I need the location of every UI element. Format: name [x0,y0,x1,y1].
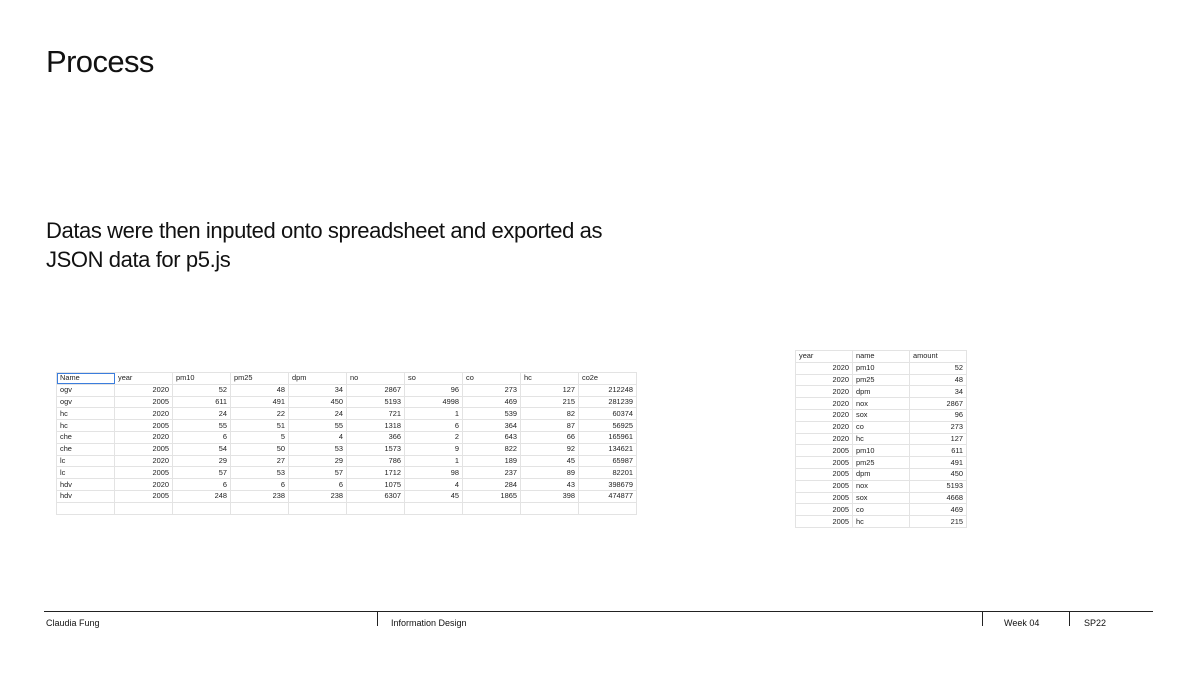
table-cell[interactable]: sox [853,409,910,421]
footer-week: Week 04 [1004,618,1040,628]
empty-cell[interactable] [463,502,521,514]
table-cell[interactable]: 45 [405,490,463,502]
table-row [796,480,967,492]
table-cell[interactable]: 43 [521,479,579,491]
table-cell[interactable]: 248 [173,490,231,502]
column-header[interactable]: pm10 [173,373,231,385]
empty-cell[interactable] [57,502,115,514]
table-cell[interactable]: hdv [57,479,115,491]
table-cell[interactable]: nox [853,480,910,492]
table-cell[interactable]: 29 [173,455,231,467]
table-cell[interactable]: 27 [231,455,289,467]
table-row [57,490,637,502]
table-cell[interactable]: che [57,443,115,455]
table-cell[interactable]: 238 [231,490,289,502]
column-header[interactable]: Name [57,373,115,385]
table-cell[interactable]: 165961 [579,431,637,443]
table-cell[interactable]: 60374 [579,408,637,420]
table-cell[interactable]: 57 [289,467,347,479]
table-cell[interactable]: 87 [521,420,579,432]
empty-cell[interactable] [115,502,173,514]
table-cell[interactable]: 96 [405,384,463,396]
table-cell[interactable]: 127 [910,433,967,445]
column-header[interactable]: name [853,351,910,363]
empty-cell[interactable] [521,502,579,514]
table-cell[interactable]: 2005 [796,492,853,504]
table-cell[interactable]: 134621 [579,443,637,455]
table-cell[interactable]: dpm [853,386,910,398]
table-cell[interactable]: 450 [289,396,347,408]
table-cell[interactable]: 22 [231,408,289,420]
table-row [796,386,967,398]
column-header[interactable]: year [796,351,853,363]
table-cell[interactable]: 82 [521,408,579,420]
table-cell[interactable]: 1 [405,455,463,467]
table-cell[interactable]: 9 [405,443,463,455]
table-cell[interactable]: 45 [521,455,579,467]
table-cell[interactable]: 491 [231,396,289,408]
table-cell[interactable]: 469 [910,504,967,516]
table-cell[interactable]: 237 [463,467,521,479]
table-cell[interactable]: 98 [405,467,463,479]
table-cell[interactable]: 2005 [115,443,173,455]
table-cell[interactable]: 2005 [796,516,853,528]
table-row [796,421,967,433]
table-cell[interactable]: 2005 [115,420,173,432]
table-row [57,420,637,432]
table-cell[interactable]: dpm [853,468,910,480]
table-cell[interactable]: 2020 [115,384,173,396]
table-cell[interactable]: 1075 [347,479,405,491]
table-cell[interactable]: 2020 [796,374,853,386]
table-cell[interactable]: 54 [173,443,231,455]
column-header[interactable]: year [115,373,173,385]
table-cell[interactable]: 2005 [796,445,853,457]
table-cell[interactable]: 215 [521,396,579,408]
empty-cell[interactable] [579,502,637,514]
table-cell[interactable]: hdv [57,490,115,502]
column-header[interactable]: so [405,373,463,385]
table-cell[interactable]: 52 [173,384,231,396]
table-row [796,362,967,374]
table-cell[interactable]: 273 [463,384,521,396]
table-cell[interactable]: pm25 [853,374,910,386]
column-header[interactable]: dpm [289,373,347,385]
page-title: Process [46,44,154,79]
table-cell[interactable]: pm10 [853,362,910,374]
table-cell[interactable]: 4 [289,431,347,443]
table-cell[interactable]: 1318 [347,420,405,432]
table-cell[interactable]: 24 [289,408,347,420]
footer-separator [982,611,983,626]
table-cell[interactable]: 2020 [796,362,853,374]
table-cell[interactable]: 238 [289,490,347,502]
table-cell[interactable]: 4998 [405,396,463,408]
table-cell[interactable]: 450 [910,468,967,480]
table-cell[interactable]: 281239 [579,396,637,408]
empty-cell[interactable] [173,502,231,514]
table-cell[interactable]: 215 [910,516,967,528]
table-row [57,479,637,491]
table-cell[interactable]: 29 [289,455,347,467]
table-cell[interactable]: 24 [173,408,231,420]
table-cell[interactable]: 89 [521,467,579,479]
table-cell[interactable]: 92 [521,443,579,455]
table-row [57,396,637,408]
table-cell[interactable]: 55 [173,420,231,432]
table-cell[interactable]: 2020 [796,433,853,445]
table-cell[interactable]: 786 [347,455,405,467]
column-header[interactable]: pm25 [231,373,289,385]
table-cell[interactable]: 127 [521,384,579,396]
table-cell[interactable]: 611 [910,445,967,457]
table-cell[interactable]: ogv [57,384,115,396]
table-cell[interactable]: hc [57,420,115,432]
spreadsheet-wide [56,372,637,515]
table-cell[interactable]: 96 [910,409,967,421]
table-cell[interactable]: 2005 [115,490,173,502]
table-cell[interactable]: 2020 [796,421,853,433]
table-cell[interactable]: 2005 [796,504,853,516]
table-cell[interactable]: lc [57,467,115,479]
table-row [57,431,637,443]
table-row [796,433,967,445]
table-cell[interactable]: 474877 [579,490,637,502]
table-cell[interactable]: 539 [463,408,521,420]
table-cell[interactable]: 51 [231,420,289,432]
table-cell[interactable]: hc [853,516,910,528]
table-cell[interactable]: 189 [463,455,521,467]
table-cell[interactable]: 2020 [115,479,173,491]
table-cell[interactable]: co [853,504,910,516]
column-header[interactable]: amount [910,351,967,363]
table-cell[interactable]: 212248 [579,384,637,396]
table-row [57,443,637,455]
table-cell[interactable]: 65987 [579,455,637,467]
table-cell[interactable]: 52 [910,362,967,374]
table-row [796,398,967,410]
table-cell[interactable]: 1712 [347,467,405,479]
table-cell[interactable]: 57 [173,467,231,479]
header-row [796,351,967,363]
table-cell[interactable]: 48 [231,384,289,396]
table-cell[interactable]: 822 [463,443,521,455]
table-cell[interactable]: 6307 [347,490,405,502]
table-cell[interactable]: 1573 [347,443,405,455]
empty-row [57,502,637,514]
table-cell[interactable]: 398679 [579,479,637,491]
table-cell[interactable]: 55 [289,420,347,432]
empty-cell[interactable] [231,502,289,514]
spreadsheet-long [795,350,967,528]
table-cell[interactable]: 273 [910,421,967,433]
empty-cell[interactable] [289,502,347,514]
table-cell[interactable]: 5193 [347,396,405,408]
table-cell[interactable]: 611 [173,396,231,408]
table-row [57,455,637,467]
table-cell[interactable]: 2867 [910,398,967,410]
table-row [796,457,967,469]
table-cell[interactable]: 643 [463,431,521,443]
table-cell[interactable]: 2005 [796,468,853,480]
table-cell[interactable]: 2020 [115,431,173,443]
footer-term: SP22 [1084,618,1107,628]
footer-separator [1069,611,1070,626]
table-row [796,374,967,386]
table-cell[interactable]: 4668 [910,492,967,504]
table-cell[interactable]: 398 [521,490,579,502]
table-cell[interactable]: 53 [231,467,289,479]
table-cell[interactable]: 2867 [347,384,405,396]
table-cell[interactable]: 721 [347,408,405,420]
table-row [57,384,637,396]
table-cell[interactable]: 82201 [579,467,637,479]
table-cell[interactable]: ogv [57,396,115,408]
table-cell[interactable]: 1 [405,408,463,420]
column-header[interactable]: co [463,373,521,385]
table-cell[interactable]: hc [57,408,115,420]
table-cell[interactable]: 34 [910,386,967,398]
table-cell[interactable]: 4 [405,479,463,491]
table-cell[interactable]: 491 [910,457,967,469]
table-cell[interactable]: 2005 [115,396,173,408]
table-cell[interactable]: 2020 [796,398,853,410]
table-cell[interactable]: 5 [231,431,289,443]
table-cell[interactable]: 6 [405,420,463,432]
table-cell[interactable]: 6 [173,479,231,491]
table-cell[interactable]: hc [853,433,910,445]
table-cell[interactable]: lc [57,455,115,467]
table-cell[interactable]: 34 [289,384,347,396]
page-subtitle: Datas were then inputed onto spreadsheet and exported as JSON data for p5.js [46,218,603,272]
column-header[interactable]: hc [521,373,579,385]
table-row [796,445,967,457]
footer-author: Claudia Fung [46,618,100,628]
table-cell[interactable]: 366 [347,431,405,443]
table-cell[interactable]: 56925 [579,420,637,432]
footer-course: Information Design [391,618,467,628]
table-cell[interactable]: sox [853,492,910,504]
table-row [57,408,637,420]
table-cell[interactable]: 2 [405,431,463,443]
empty-cell[interactable] [347,502,405,514]
table-cell[interactable]: 1865 [463,490,521,502]
table-cell[interactable]: 48 [910,374,967,386]
table-cell[interactable]: 2020 [115,455,173,467]
table-row [796,492,967,504]
table-row [796,409,967,421]
table-cell[interactable]: 284 [463,479,521,491]
table-cell[interactable]: 364 [463,420,521,432]
table-row [57,467,637,479]
table-row [796,516,967,528]
table-cell[interactable]: 2020 [796,409,853,421]
table-cell[interactable]: 2020 [115,408,173,420]
table-cell[interactable]: co [853,421,910,433]
table-cell[interactable]: pm25 [853,457,910,469]
table-cell[interactable]: 5193 [910,480,967,492]
table-cell[interactable]: 6 [289,479,347,491]
table-row [796,468,967,480]
table-cell[interactable]: 2005 [796,480,853,492]
table-cell[interactable]: pm10 [853,445,910,457]
table-cell[interactable]: 2005 [796,457,853,469]
table-cell[interactable]: 6 [173,431,231,443]
column-header[interactable]: no [347,373,405,385]
column-header[interactable]: co2e [579,373,637,385]
table-cell[interactable]: 53 [289,443,347,455]
table-cell[interactable]: 50 [231,443,289,455]
empty-cell[interactable] [405,502,463,514]
footer-divider [44,611,1153,612]
table-cell[interactable]: 66 [521,431,579,443]
table-row [796,504,967,516]
table-cell[interactable]: nox [853,398,910,410]
table-cell[interactable]: 2020 [796,386,853,398]
table-cell[interactable]: 469 [463,396,521,408]
table-cell[interactable]: 2005 [115,467,173,479]
header-row [57,373,637,385]
footer-separator [377,611,378,626]
table-cell[interactable]: 6 [231,479,289,491]
table-cell[interactable]: che [57,431,115,443]
